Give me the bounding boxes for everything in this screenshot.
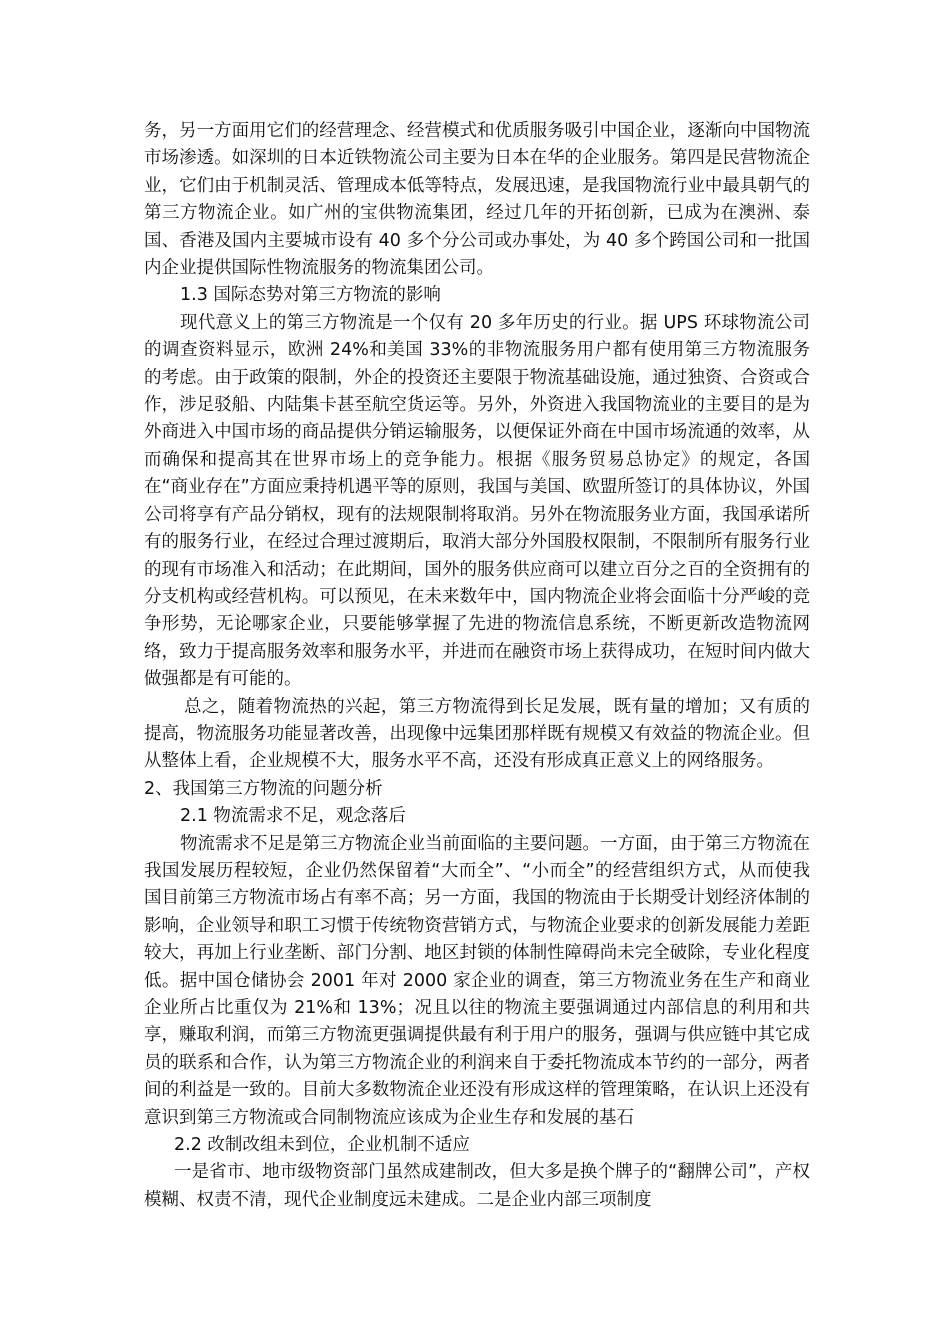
- paragraph-demand-insufficient: 物流需求不足是第三方物流企业当前面临的主要问题。一方面，由于第三方物流在我国发展历程较短，企业仍然保留着“大而全”、“小而全”的经营组织方式，从而使我国目前第三方物流市场占有率不高；另一方面，我国的物流由于长期受计划经济体制的影响，企业领导和职工习惯于传统物资营销方式，与物流企业要求的创新发展能力差距较大，再加上行业垄断、部门分割、地区封锁的体制性障碍尚未完全破除，专业化程度低。据中国仓储协会 2001 年对 2000 家企业的调查，第三方物流业务在生产和商业企业所占比重仅为 21%和 13%；况且以往的物流主要强调通过内部信息的利用和共享，赚取利润，而第三方物流更强调提供最有利于用户的服务，强调与供应链中其它成员的联系和合作，认为第三方物流企业的利润来自于委托物流成本节约的一部分，两者间的利益是一致的。目前大多数物流企业还没有形成这样的管理策略，在认识上还没有意识到第三方物流或合同制物流应该成为企业生存和发展的基石: [144, 833, 810, 1128]
- heading-1-3: 1.3 国际态势对第三方物流的影响: [180, 285, 441, 306]
- document-page: [144, 118, 810, 1214]
- heading-2-2: 2.2 改制改组未到位，企业机制不适应: [174, 1135, 470, 1156]
- paragraph-foreign-and-private-logistics: 务，另一方面用它们的经营理念、经营模式和优质服务吸引中国企业，逐渐向中国物流市场渗透。如深圳的日本近铁物流公司主要为日本在华的企业服务。第四是民营物流企业，它们由于机制灵活、管理成本低等特点，发展迅速，是我国物流行业中最具朝气的第三方物流企业。如广州的宝供物流集团，经过几年的开拓创新，已成为在澳洲、泰国、香港及国内主要城市设有 40 多个分公司或办事处，为 40 多个跨国公司和一批国内企业提供国际性物流服务的物流集团公司。: [144, 121, 810, 279]
- paragraph-reform-incomplete: 一是省市、地市级物资部门虽然成建制改，但大多是换个牌子的“翻牌公司”，产权模糊、权责不清，现代企业制度远未建成。二是企业内部三项制度: [144, 1162, 810, 1210]
- paragraph-summary: 总之，随着物流热的兴起，第三方物流得到长足发展，既有量的增加；又有质的提高，物流服务功能显著改善，出现像中远集团那样既有规模又有效益的物流企业。但从整体上看，企业规模不大，服务水平不高，还没有形成真正意义上的网络服务。: [144, 696, 810, 772]
- paragraph-international-situation: 现代意义上的第三方物流是一个仅有 20 多年历史的行业。据 UPS 环球物流公司的调查资料显示，欧洲 24%和美国 33%的非物流服务用户都有使用第三方物流服务的考虑。由于政策的限制，外企的投资还主要限于物流基础设施，通过独资、合资或合作，涉足驳船、内陆集卡甚至航空货运等。另外，外资进入我国物流业的主要目的是为外商进入中国市场的商品提供分销运输服务，以便保证外商在中国市场流通的效率，从而确保和提高其在世界市场上的竞争能力。根据《服务贸易总协定》的规定，各国在“商业存在”方面应秉持机遇平等的原则，我国与美国、欧盟所签订的具体协议，外国公司将享有产品分销权，现有的法规限制将取消。另外在物流服务业方面，我国承诺所有的服务行业，在经过合理过渡期后，取消大部分外国股权限制，不限制所有服务行业的现有市场准入和活动；在此期间，国外的服务供应商可以建立百分之百的全资拥有的分支机构或经营机构。可以预见，在未来数年中，国内物流企业将会面临十分严峻的竞争形势，无论哪家企业，只要能够掌握了先进的物流信息系统，不断更新改造物流网络，致力于提高服务效率和服务水平，并进而在融资市场上获得成功，在短时间内做大做强都是有可能的。: [144, 312, 810, 690]
- heading-2-1: 2.1 物流需求不足，观念落后: [180, 806, 406, 827]
- heading-2: 2、我国第三方物流的问题分析: [144, 778, 383, 799]
